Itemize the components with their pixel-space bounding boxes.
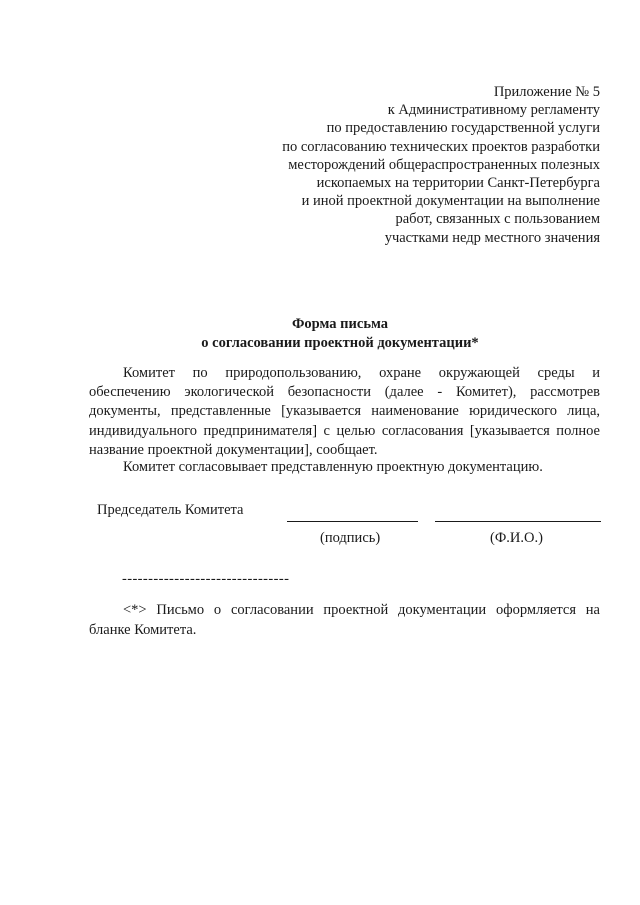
appendix-line: к Административному регламенту bbox=[387, 102, 600, 119]
appendix-line: работ, связанных с пользованием bbox=[395, 211, 600, 228]
name-caption: (Ф.И.О.) bbox=[490, 530, 543, 546]
appendix-line: по предоставлению государственной услуги bbox=[326, 120, 600, 137]
appendix-line: месторождений общераспространенных полезных bbox=[288, 156, 600, 173]
body-paragraph-review: Комитет по природопользованию, охране окружающей среды и обеспечению экологической безопасности (далее - Комитет), рассмотрев документы, представленные [указывается наименование юридического лица, индивидуального предпринимателя] с целью согласования [указывается полное название проектной документации], сообщает. bbox=[89, 365, 600, 458]
signature-caption: (подпись) bbox=[320, 530, 381, 546]
appendix-line: участками недр местного значения bbox=[384, 229, 600, 246]
appendix-header bbox=[240, 83, 600, 247]
form-title-line1: Форма письма bbox=[291, 316, 389, 332]
appendix-line: Приложение № 5 bbox=[493, 84, 600, 100]
appendix-line: ископаемых на территории Санкт-Петербурга bbox=[316, 175, 600, 192]
appendix-line: по согласованию технических проектов разработки bbox=[282, 138, 600, 155]
name-line bbox=[435, 521, 601, 522]
signature-line bbox=[287, 521, 418, 522]
body-paragraph-approval: Комитет согласовывает представленную проектную документацию. bbox=[123, 459, 543, 475]
form-title bbox=[0, 315, 640, 353]
appendix-line: и иной проектной документации на выполнение bbox=[301, 193, 600, 210]
signature-position: Председатель Комитета bbox=[97, 502, 244, 518]
footnote-text: <*> Письмо о согласовании проектной документации оформляется на бланке Комитета. bbox=[89, 602, 600, 638]
footnote-separator: -------------------------------- bbox=[122, 571, 290, 587]
form-title-line2: о согласовании проектной документации* bbox=[201, 335, 479, 351]
